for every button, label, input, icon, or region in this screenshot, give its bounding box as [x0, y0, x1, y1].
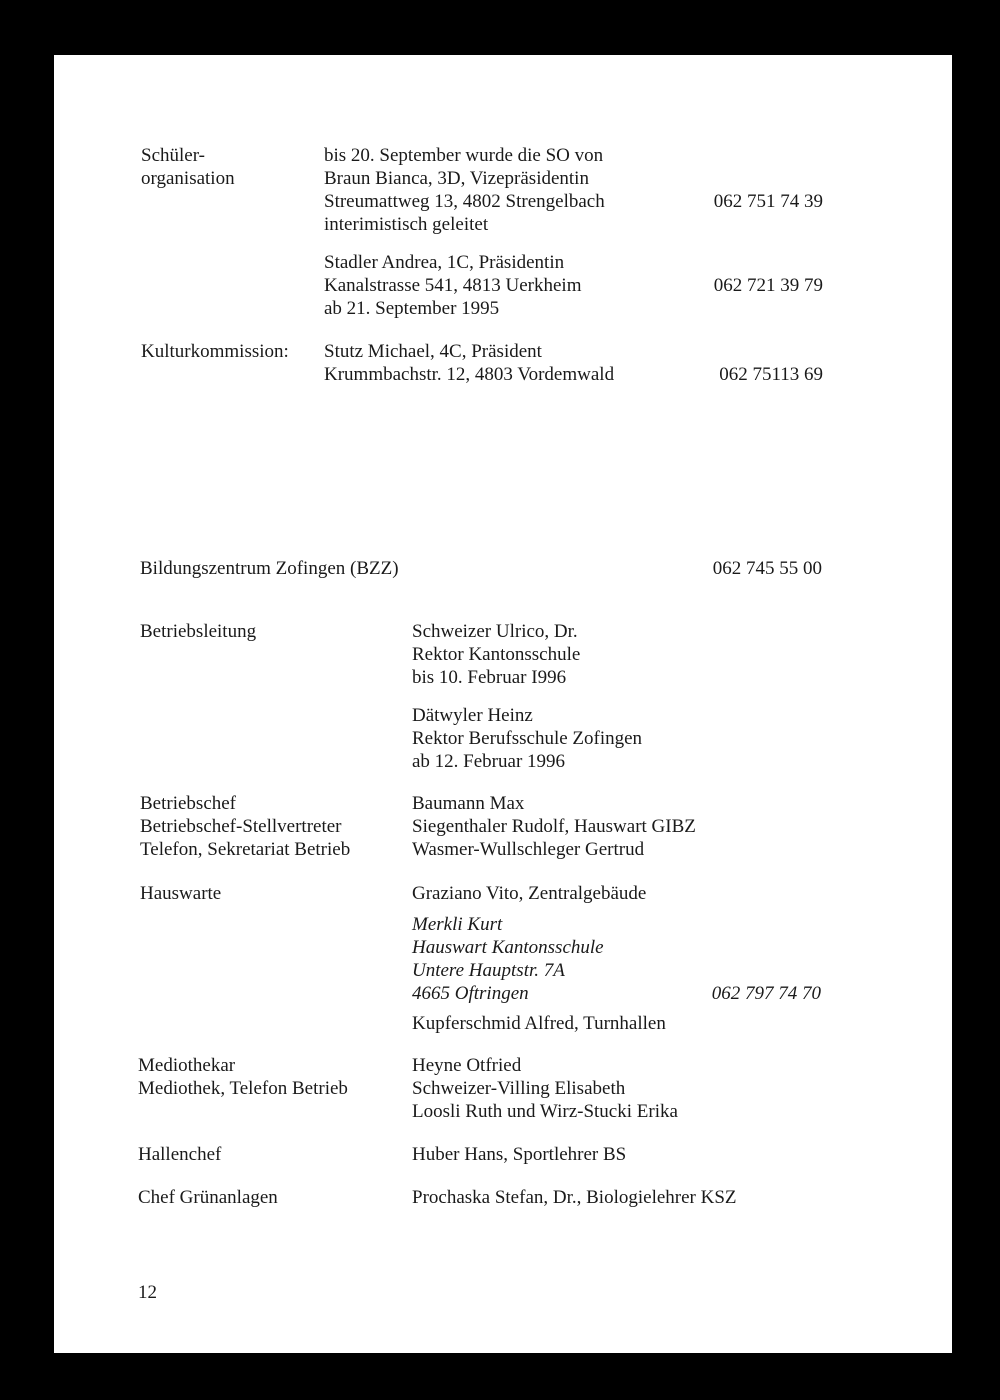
schueler-entry2-line: ab 21. September 1995	[324, 298, 500, 319]
label-hallenchef: Hallenchef	[138, 1144, 222, 1165]
page-number: 12	[138, 1282, 157, 1303]
label-betriebsleitung: Betriebsleitung	[140, 621, 257, 642]
betriebsleitung-entry1-line: Rektor Kantonsschule	[412, 644, 581, 665]
schueler-entry2-line: Stadler Andrea, 1C, Präsidentin	[324, 252, 565, 273]
label-telefon-sekretariat: Telefon, Sekretariat Betrieb	[140, 839, 351, 860]
mediothek-value: Schweizer-Villing Elisabeth	[412, 1078, 626, 1099]
bzz-phone: 062 745 55 00	[712, 558, 822, 579]
document-page	[54, 55, 952, 1353]
label-schueler-1: Schüler-	[141, 145, 205, 166]
hauswart-italic-line: Merkli Kurt	[412, 914, 503, 935]
label-chef-gruenanlagen: Chef Grünanlagen	[138, 1187, 278, 1208]
betriebsleitung-entry2-line: ab 12. Februar 1996	[412, 751, 566, 772]
schueler-entry1-phone: 062 751 74 39	[713, 191, 823, 212]
betriebsleitung-entry1-line: Schweizer Ulrico, Dr.	[412, 621, 578, 642]
hauswart-italic-line: 4665 Oftringen	[412, 983, 529, 1004]
schueler-entry1-line: Braun Bianca, 3D, Vizepräsidentin	[324, 168, 589, 189]
hallenchef-value: Huber Hans, Sportlehrer BS	[412, 1144, 627, 1165]
betriebsleitung-entry2-line: Dätwyler Heinz	[412, 705, 533, 726]
hauswart-italic-line: Untere Hauptstr. 7A	[412, 960, 565, 981]
bzz-title: Bildungszentrum Zofingen (BZZ)	[140, 558, 399, 579]
kultur-phone: 062 75113 69	[719, 364, 823, 385]
label-hauswarte: Hauswarte	[140, 883, 222, 904]
hauswart-italic-phone: 062 797 74 70	[711, 983, 821, 1004]
label-mediothekar: Mediothekar	[138, 1055, 236, 1076]
betriebsleitung-entry2-line: Rektor Berufsschule Zofingen	[412, 728, 643, 749]
label-schueler-2: organisation	[141, 168, 235, 189]
mediothekar-value: Heyne Otfried	[412, 1055, 522, 1076]
mediothek-value-2: Loosli Ruth und Wirz-Stucki Erika	[412, 1101, 678, 1122]
schueler-entry1-line: interimistisch geleitet	[324, 214, 489, 235]
kultur-line: Krummbachstr. 12, 4803 Vordemwald	[324, 364, 615, 385]
betriebsleitung-entry1-line: bis 10. Februar I996	[412, 667, 567, 688]
schueler-entry1-line: Streumattweg 13, 4802 Strengelbach	[324, 191, 605, 212]
betriebschef-value: Baumann Max	[412, 793, 525, 814]
kultur-line: Stutz Michael, 4C, Präsident	[324, 341, 542, 362]
gruenanlagen-value: Prochaska Stefan, Dr., Biologielehrer KSZ	[412, 1187, 737, 1208]
label-betriebschef-stellvertreter: Betriebschef-Stellvertreter	[140, 816, 342, 837]
hauswart-first: Graziano Vito, Zentralgebäude	[412, 883, 647, 904]
label-betriebschef: Betriebschef	[140, 793, 237, 814]
sekretariat-value: Wasmer-Wullschleger Gertrud	[412, 839, 645, 860]
label-kulturkommission: Kulturkommission:	[141, 341, 289, 362]
hauswart-last: Kupferschmid Alfred, Turnhallen	[412, 1013, 666, 1034]
label-mediothek-telefon: Mediothek, Telefon Betrieb	[138, 1078, 348, 1099]
schueler-entry2-phone: 062 721 39 79	[713, 275, 823, 296]
schueler-entry2-line: Kanalstrasse 541, 4813 Uerkheim	[324, 275, 582, 296]
stellvertreter-value: Siegenthaler Rudolf, Hauswart GIBZ	[412, 816, 696, 837]
schueler-entry1-line: bis 20. September wurde die SO von	[324, 145, 604, 166]
hauswart-italic-line: Hauswart Kantonsschule	[412, 937, 604, 958]
